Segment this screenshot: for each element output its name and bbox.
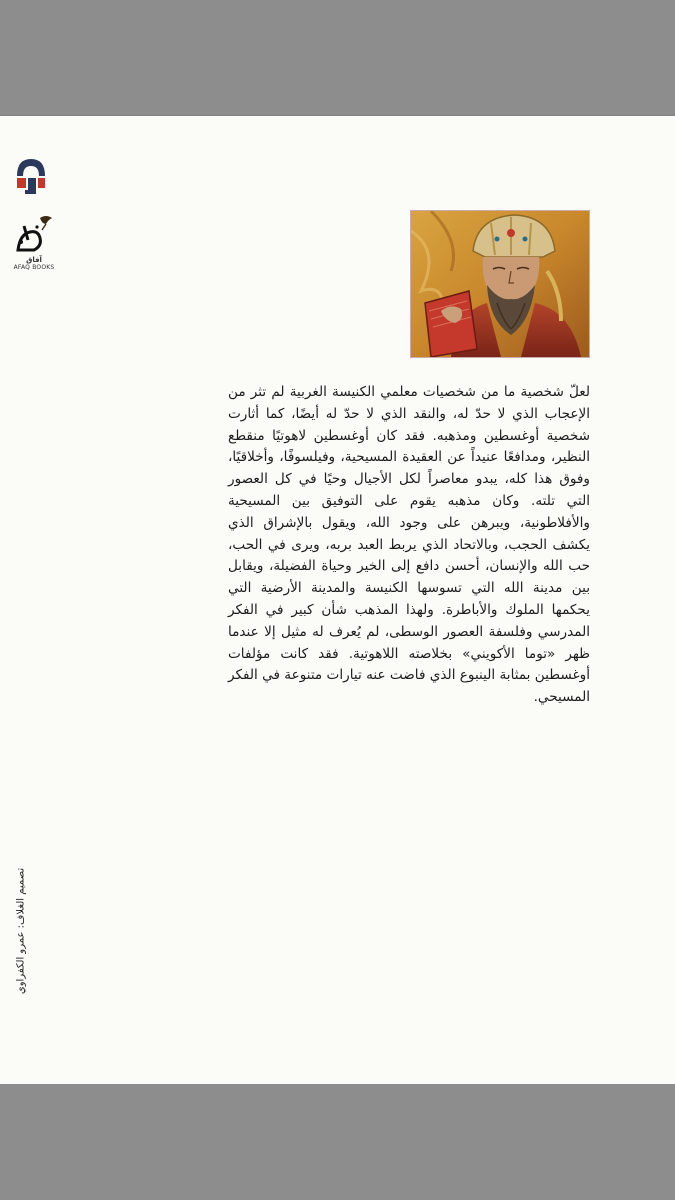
afaq-brand-subtext: AFAQ BOOKS — [13, 264, 55, 271]
afaq-books-label — [12, 256, 56, 271]
publisher-mark-icon — [14, 156, 48, 196]
book-back-cover — [0, 116, 675, 1084]
afaq-brand-text: آفاق — [26, 256, 42, 264]
top-gray-band — [0, 0, 675, 116]
saint-augustine-portrait-image — [410, 210, 590, 358]
cover-design-credit-text: تصميم الغلاف: عمرو الكفراوي — [15, 867, 27, 995]
bottom-gray-band — [0, 1084, 675, 1200]
back-cover-blurb: لعلّ شخصية ما من شخصيات معلمي الكنيسة الغربية لم تثر من الإعجاب الذي لا حدّ له، والنقد الذي لا حدّ له أيضًا، كما أثارت شخصية أوغسطين ومذهبه. فقد كان أوغسطين لاهوتيًا منقطع النظير، ومدافعًا عنيداً عن العقيدة المسيحية، وفيلسوفًا، وأخلاقيًا، وفوق هذا كله، يبدو معاصراً لكل الأجيال وحيًا في كل العصور التي تلته. وكان مذهبه يقوم على التوفيق بين المسيحية والأفلاطونية، ويبرهن على وجود الله، ويقول بالإشراق الذي يكشف الحجب، وبالاتحاد الذي يربط العبد بربه، ويرى في الحب، حب الله والإنسان، أحسن دافع إلى الخير وحياة الفضيلة، ويقابل بين مدينة الله التي تسوسها الكنيسة والمدينة الأرضية التي يحكمها الملوك والأباطرة. ولهذا المذهب شأن كبير في الفكر المدرسي وفلسفة العصور الوسطى، لم يُعرف له مثيل إلا عندما ظهر «توما الأكويني» بخلاصته اللاهوتية. فقد كانت مؤلفات أوغسطين بمثابة الينبوع الذي فاضت عنه تيارات متنوعة في الفكر المسيحي. — [228, 384, 590, 706]
cover-design-credit — [6, 856, 36, 1006]
